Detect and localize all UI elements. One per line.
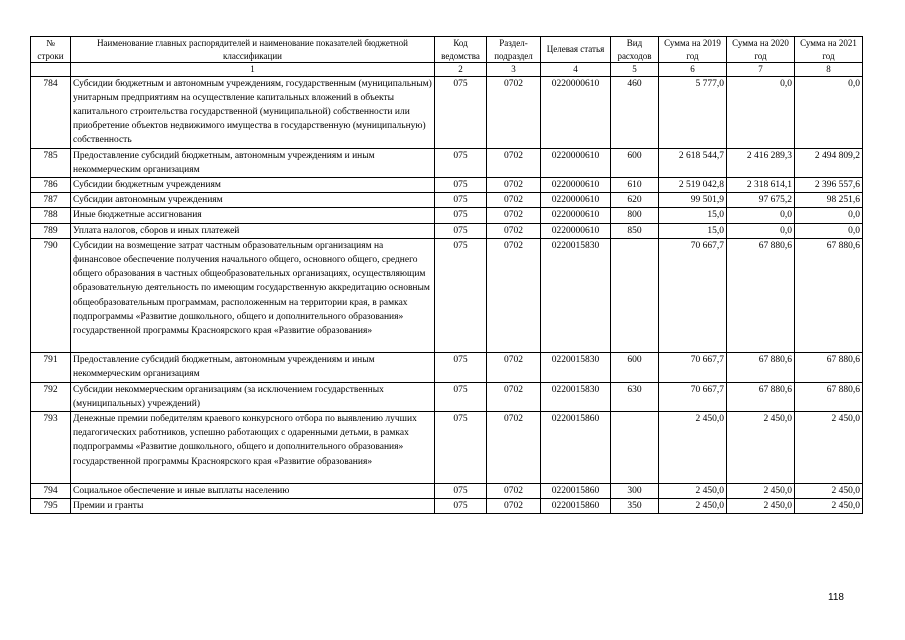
row-number-cell: 789 [31,223,71,238]
row-number-cell: 793 [31,411,71,483]
row-sum-2021-cell: 2 494 809,2 [795,148,863,177]
row-section-cell: 0702 [487,411,541,483]
table-row [31,208,863,223]
row-name-cell: Субсидии бюджетным и автономным учреждениям, государственным (муниципальным) унитарным предприятиям на осуществление капитальных вложений в объекты капитального строительства государственной (муниципальной) собственности или приобретение объектов недвижимого имущества в государственную (муниципальную) собственность [71,76,435,148]
row-dept-code-cell: 075 [435,498,487,513]
row-target-cell: 0220000610 [541,177,611,192]
page-number: 118 [828,592,844,603]
row-expense-type-cell: 800 [611,208,659,223]
row-dept-code-cell: 075 [435,223,487,238]
row-number-cell: 791 [31,353,71,382]
row-section-cell: 0702 [487,483,541,498]
table-header [31,37,863,77]
row-sum-2020-cell: 2 450,0 [727,411,795,483]
row-sum-2021-cell: 0,0 [795,208,863,223]
table-row [31,382,863,411]
row-target-cell: 0220015860 [541,483,611,498]
table-row [31,498,863,513]
header-sum-2020: Сумма на 2020 год [727,37,795,63]
row-section-cell: 0702 [487,177,541,192]
row-sum-2021-cell: 67 880,6 [795,353,863,382]
row-dept-code-cell: 075 [435,353,487,382]
row-name-cell: Предоставление субсидий бюджетным, автономным учреждениям и иным некоммерческим организациям [71,353,435,382]
column-number: 6 [659,63,727,77]
row-section-cell: 0702 [487,148,541,177]
row-target-cell: 0220000610 [541,208,611,223]
row-section-cell: 0702 [487,193,541,208]
header-row [31,37,863,63]
row-target-cell: 0220000610 [541,193,611,208]
row-dept-code-cell: 075 [435,382,487,411]
column-number: 3 [487,63,541,77]
row-section-cell: 0702 [487,76,541,148]
row-section-cell: 0702 [487,238,541,352]
row-name-cell: Иные бюджетные ассигнования [71,208,435,223]
column-number: 8 [795,63,863,77]
row-sum-2020-cell: 67 880,6 [727,238,795,352]
row-sum-2021-cell: 2 450,0 [795,498,863,513]
header-row-no: № строки [31,37,71,63]
row-sum-2019-cell: 70 667,7 [659,382,727,411]
row-section-cell: 0702 [487,223,541,238]
column-number: 4 [541,63,611,77]
row-expense-type-cell: 630 [611,382,659,411]
row-sum-2019-cell: 2 519 042,8 [659,177,727,192]
table-row [31,148,863,177]
row-sum-2021-cell: 0,0 [795,223,863,238]
row-number-cell: 785 [31,148,71,177]
row-target-cell: 0220015830 [541,382,611,411]
row-sum-2020-cell: 67 880,6 [727,353,795,382]
row-target-cell: 0220015830 [541,353,611,382]
row-expense-type-cell: 460 [611,76,659,148]
row-sum-2021-cell: 67 880,6 [795,382,863,411]
row-sum-2020-cell: 2 450,0 [727,498,795,513]
row-number-cell: 795 [31,498,71,513]
row-sum-2019-cell: 2 450,0 [659,411,727,483]
table-row [31,353,863,382]
column-number: 5 [611,63,659,77]
header-section: Раздел-подраздел [487,37,541,63]
row-sum-2019-cell: 2 618 544,7 [659,148,727,177]
table-row [31,177,863,192]
row-sum-2019-cell: 70 667,7 [659,353,727,382]
row-dept-code-cell: 075 [435,148,487,177]
row-target-cell: 0220015860 [541,411,611,483]
row-dept-code-cell: 075 [435,238,487,352]
row-section-cell: 0702 [487,382,541,411]
row-sum-2021-cell: 67 880,6 [795,238,863,352]
row-sum-2019-cell: 15,0 [659,208,727,223]
row-name-cell: Субсидии на возмещение затрат частным образовательным организациям на финансовое обеспечение получения начального общего, основного общего, среднего общего образования в частных общеобразовательных организациях, осуществляющим образовательную деятельность по имеющим государственную аккредитацию основным общеобразовательным программам, расположенным на территории края, в рамках подпрограммы «Развитие дошкольного, общего и дополнительного образования» государственной программы Красноярского края «Развитие образования» [71,238,435,352]
header-dept-code: Код ведомства [435,37,487,63]
table-row [31,411,863,483]
row-sum-2019-cell: 5 777,0 [659,76,727,148]
row-sum-2019-cell: 2 450,0 [659,483,727,498]
row-dept-code-cell: 075 [435,193,487,208]
row-sum-2020-cell: 2 450,0 [727,483,795,498]
row-number-cell: 790 [31,238,71,352]
row-sum-2019-cell: 70 667,7 [659,238,727,352]
row-expense-type-cell: 610 [611,177,659,192]
row-expense-type-cell: 620 [611,193,659,208]
row-sum-2021-cell: 98 251,6 [795,193,863,208]
header-target: Целевая статья [541,37,611,63]
column-number: 7 [727,63,795,77]
row-target-cell: 0220015860 [541,498,611,513]
header-sum-2019: Сумма на 2019 год [659,37,727,63]
row-name-cell: Премии и гранты [71,498,435,513]
row-name-cell: Субсидии некоммерческим организациям (за исключением государственных (муниципальных) учреждений) [71,382,435,411]
row-number-cell: 788 [31,208,71,223]
table-row [31,193,863,208]
table-row [31,76,863,148]
row-number-cell: 792 [31,382,71,411]
row-sum-2021-cell: 2 450,0 [795,483,863,498]
row-sum-2021-cell: 2 450,0 [795,411,863,483]
row-sum-2021-cell: 2 396 557,6 [795,177,863,192]
row-sum-2019-cell: 2 450,0 [659,498,727,513]
row-sum-2020-cell: 2 416 289,3 [727,148,795,177]
row-name-cell: Денежные премии победителям краевого конкурсного отбора по выявлению лучших педагогических работников, успешно работающих с одаренными детьми, в рамках подпрограммы «Развитие дошкольного, общего и дополнительного образования» государственной программы Красноярского края «Развитие образования» [71,411,435,483]
row-sum-2020-cell: 0,0 [727,223,795,238]
row-target-cell: 0220000610 [541,76,611,148]
row-number-cell: 786 [31,177,71,192]
row-section-cell: 0702 [487,498,541,513]
header-sum-2021: Сумма на 2021 год [795,37,863,63]
row-number-cell: 784 [31,76,71,148]
row-dept-code-cell: 075 [435,208,487,223]
row-sum-2020-cell: 67 880,6 [727,382,795,411]
row-sum-2021-cell: 0,0 [795,76,863,148]
table-row [31,238,863,352]
column-number [31,63,71,77]
budget-table [30,36,863,514]
row-dept-code-cell: 075 [435,76,487,148]
header-expense-type: Вид расходов [611,37,659,63]
header-name: Наименование главных распорядителей и наименование показателей бюджетной классификации [71,37,435,63]
row-name-cell: Социальное обеспечение и иные выплаты населению [71,483,435,498]
row-number-cell: 787 [31,193,71,208]
row-expense-type-cell [611,411,659,483]
row-target-cell: 0220000610 [541,148,611,177]
row-target-cell: 0220015830 [541,238,611,352]
column-number: 1 [71,63,435,77]
row-number-cell: 794 [31,483,71,498]
row-expense-type-cell [611,238,659,352]
row-expense-type-cell: 850 [611,223,659,238]
column-number: 2 [435,63,487,77]
row-dept-code-cell: 075 [435,483,487,498]
row-dept-code-cell: 075 [435,411,487,483]
row-sum-2020-cell: 0,0 [727,208,795,223]
row-expense-type-cell: 300 [611,483,659,498]
column-number-row [31,63,863,77]
row-sum-2020-cell: 2 318 614,1 [727,177,795,192]
table-row [31,483,863,498]
row-name-cell: Уплата налогов, сборов и иных платежей [71,223,435,238]
row-sum-2019-cell: 15,0 [659,223,727,238]
row-expense-type-cell: 350 [611,498,659,513]
row-target-cell: 0220000610 [541,223,611,238]
row-expense-type-cell: 600 [611,148,659,177]
row-name-cell: Предоставление субсидий бюджетным, автономным учреждениям и иным некоммерческим организациям [71,148,435,177]
row-name-cell: Субсидии бюджетным учреждениям [71,177,435,192]
row-expense-type-cell: 600 [611,353,659,382]
row-dept-code-cell: 075 [435,177,487,192]
row-section-cell: 0702 [487,208,541,223]
row-section-cell: 0702 [487,353,541,382]
row-sum-2020-cell: 97 675,2 [727,193,795,208]
table-row [31,223,863,238]
table-body [31,76,863,514]
row-sum-2020-cell: 0,0 [727,76,795,148]
row-name-cell: Субсидии автономным учреждениям [71,193,435,208]
row-sum-2019-cell: 99 501,9 [659,193,727,208]
